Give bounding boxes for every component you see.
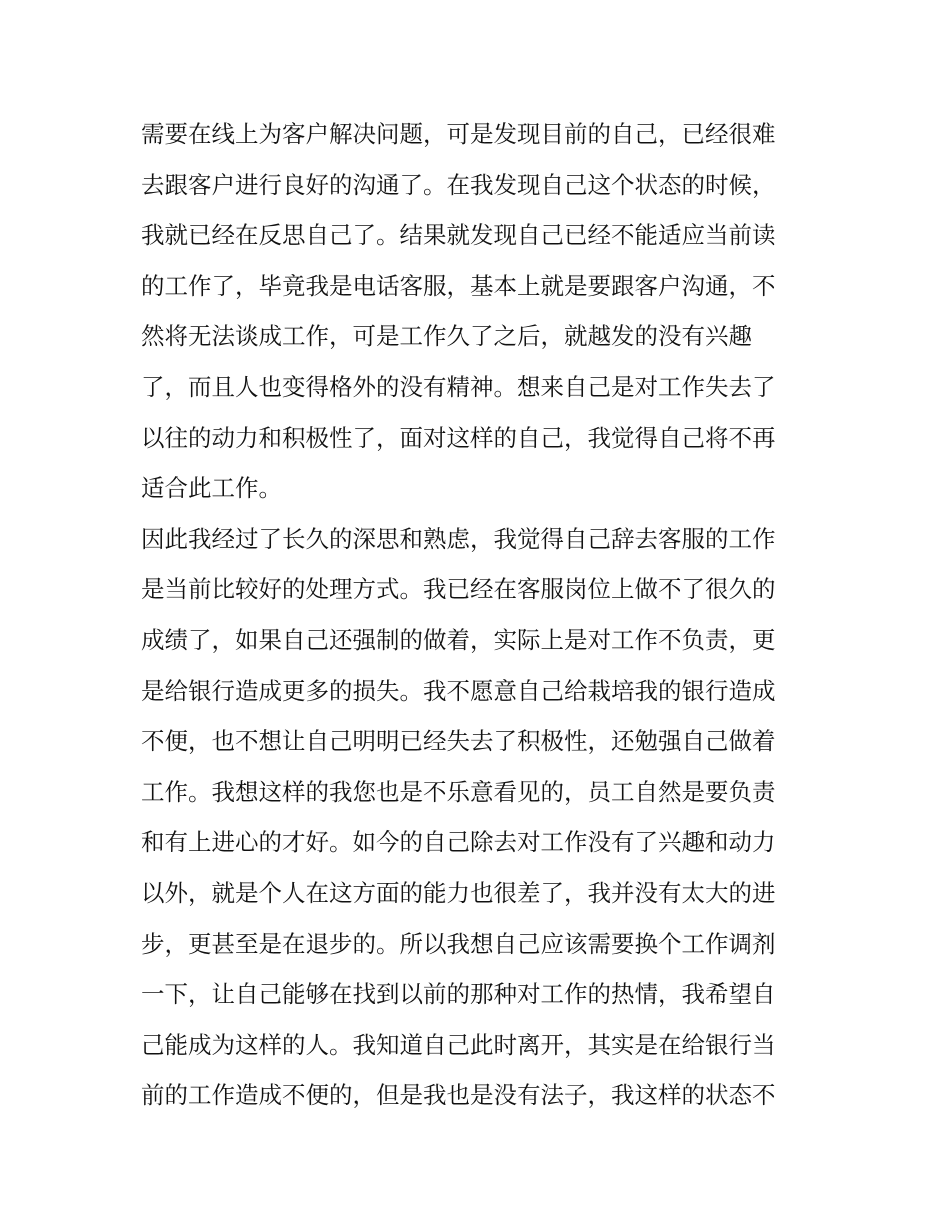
text-line: 工作。我想这样的我您也是不乐意看见的，员工自然是要负责 bbox=[141, 777, 776, 806]
text-line: 成绩了，如果自己还强制的做着，实际上是对工作不负责，更 bbox=[141, 625, 776, 654]
text-line: 以往的动力和积极性了，面对这样的自己，我觉得自己将不再 bbox=[141, 423, 776, 452]
text-line: 因此我经过了长久的深思和熟虑，我觉得自己辞去客服的工作 bbox=[141, 524, 776, 553]
body-text bbox=[141, 109, 821, 1121]
text-line: 和有上进心的才好。如今的自己除去对工作没有了兴趣和动力 bbox=[141, 828, 776, 857]
text-line: 然将无法谈成工作，可是工作久了之后，就越发的没有兴趣 bbox=[141, 322, 752, 351]
text-line: 的工作了，毕竟我是电话客服，基本上就是要跟客户沟通，不 bbox=[141, 271, 776, 300]
text-line: 我就已经在反思自己了。结果就发现自己已经不能适应当前读 bbox=[141, 221, 776, 250]
text-line: 己能成为这样的人。我知道自己此时离开，其实是在给银行当 bbox=[141, 1030, 776, 1059]
text-line: 是给银行造成更多的损失。我不愿意自己给栽培我的银行造成 bbox=[141, 676, 776, 705]
text-line: 前的工作造成不便的，但是我也是没有法子，我这样的状态不 bbox=[141, 1081, 776, 1110]
text-line: 适合此工作。 bbox=[141, 474, 282, 503]
text-line: 需要在线上为客户解决问题，可是发现目前的自己，已经很难 bbox=[141, 120, 776, 148]
text-line: 不便，也不想让自己明明已经失去了积极性，还勉强自己做着 bbox=[141, 727, 776, 756]
text-line: 以外，就是个人在这方面的能力也很差了，我并没有太大的进 bbox=[141, 878, 776, 907]
text-line: 去跟客户进行良好的沟通了。在我发现自己这个状态的时候， bbox=[141, 170, 776, 199]
text-line: 了，而且人也变得格外的没有精神。想来自己是对工作失去了 bbox=[141, 372, 776, 401]
text-line: 一下，让自己能够在找到以前的那种对工作的热情，我希望自 bbox=[141, 980, 776, 1009]
text-line: 是当前比较好的处理方式。我已经在客服岗位上做不了很久的 bbox=[141, 575, 776, 604]
text-line: 步，更甚至是在退步的。所以我想自己应该需要换个工作调剂 bbox=[141, 929, 776, 958]
